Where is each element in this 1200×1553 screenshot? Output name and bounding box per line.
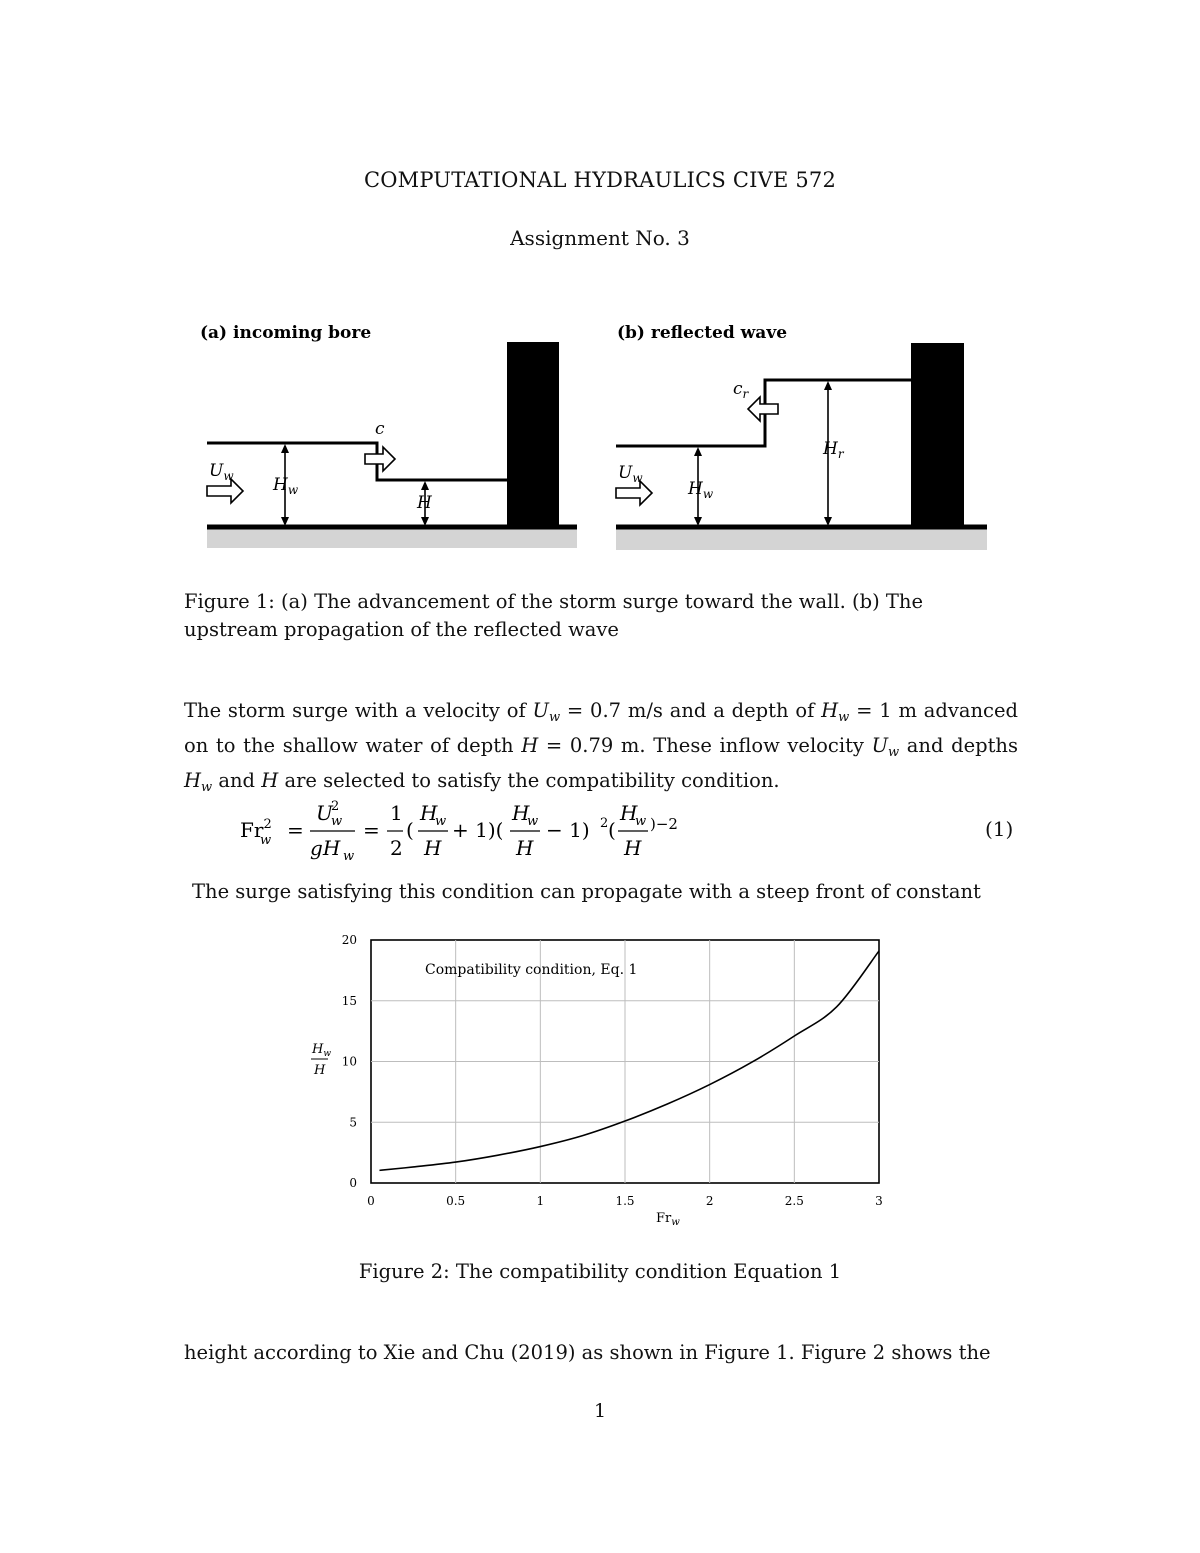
eq-ratio1-num-sub: w: [435, 814, 447, 829]
x-tick-label: 1: [536, 1194, 545, 1208]
eq-equals-1: =: [287, 818, 304, 842]
panel-a-water-surface: [207, 443, 507, 480]
eq-frac1-num-sup: 2: [331, 799, 340, 814]
eq-half-num: 1: [390, 801, 403, 825]
eq-ratio2-num: H: [512, 801, 530, 825]
y-tick-label: 5: [349, 1115, 357, 1130]
x-axis-label: $Fr_w$: [656, 1211, 680, 1228]
body-paragraph-1: The storm surge with a velocity of $U_w = 0.7$ m/s and a depth of $H_w = 1$ m advanced on to the shallow water of depth H = 0.79 m. These inflow velocity $U_w$ and depths $H_w$ and H are selected to satisfy the compatibility condition.: [184, 699, 1019, 795]
y-tick-label: 20: [341, 933, 357, 947]
panel-a-celerity-arrow: [365, 447, 395, 471]
eq-ratio2-den: H: [516, 836, 534, 860]
panel-a-h-label: H: [417, 493, 432, 513]
equation-number: (1): [985, 817, 1014, 841]
figure-2-caption: Figure 2: The compatibility condition Equation 1: [358, 1260, 842, 1283]
panel-a-c-label: c: [375, 419, 385, 439]
panel-a-ground: [207, 528, 577, 548]
eq-equals-2: =: [363, 818, 380, 842]
eq-frac1-den: gH: [310, 836, 341, 860]
assignment-subtitle: Assignment No. 3: [510, 226, 690, 250]
x-tick-label: 1.5: [615, 1194, 635, 1208]
figure-2-chart: [300, 925, 900, 1235]
x-tick-label: 2: [705, 1194, 714, 1208]
panel-a-wall: [507, 342, 559, 527]
y-tick-label: 15: [341, 993, 357, 1008]
eq-frac1-den-sub: w: [343, 849, 355, 862]
page-title: COMPUTATIONAL HYDRAULICS CIVE 572: [363, 168, 837, 192]
panel-b-hw-arrowhead-top: [694, 447, 702, 456]
panel-b-cr-label: $c_r$: [733, 379, 749, 401]
eq-ratio3-num: H: [620, 801, 638, 825]
body-paragraph-3: height according to Xie and Chu (2019) as shown in Figure 1. Figure 2 shows the: [184, 1341, 991, 1364]
panel-b-label: (b) reflected wave: [617, 323, 788, 343]
panel-b-wall: [911, 343, 964, 527]
panel-b-hr-label: $H_r$: [823, 439, 844, 461]
chart-annotation: Compatibility condition, Eq. 1: [425, 962, 638, 978]
eq-paren-open-1: (: [406, 818, 414, 842]
y-tick-label: 0: [349, 1176, 357, 1190]
eq-half-den: 2: [390, 836, 403, 860]
svg-text:Hw: $H_w$: [312, 1042, 332, 1059]
equation-1: [230, 796, 710, 862]
panel-a-hw-label: $H_w$: [273, 475, 299, 497]
panel-b-hr-arrowhead-top: [824, 381, 832, 390]
eq-ratio1-num: H: [420, 801, 438, 825]
panel-a-h-arrowhead-top: [421, 481, 429, 490]
body-paragraph-2: The surge satisfying this condition can propagate with a steep front of constant: [192, 880, 981, 903]
panel-a-label: (a) incoming bore: [200, 323, 372, 343]
figure-1: [195, 310, 995, 560]
page-number: 1: [593, 1400, 607, 1422]
svg-text:H: H: [314, 1063, 326, 1078]
eq-plus-one: + 1)(: [452, 818, 504, 842]
x-tick-labels: [367, 1194, 883, 1208]
x-tick-label: 0.5: [446, 1194, 466, 1208]
eq-lhs-sub: w: [260, 833, 272, 848]
y-axis-label: [311, 1042, 331, 1078]
eq-ratio1-den: H: [424, 836, 442, 860]
eq-frac1-num-sub: w: [331, 814, 343, 829]
x-tick-label: 0: [367, 1194, 375, 1208]
panel-a-hw-arrowhead-top: [281, 444, 289, 453]
eq-ratio2-num-sub: w: [527, 814, 539, 829]
eq-square: 2: [600, 816, 609, 831]
panel-b-hw-label: $H_w$: [688, 479, 714, 501]
x-tick-label: 2.5: [784, 1194, 804, 1208]
panel-b-reflected-celerity-arrow: [748, 397, 778, 421]
eq-lhs: Fr$^2$: [240, 817, 272, 842]
eq-minus-one: − 1): [546, 818, 590, 842]
eq-ratio3-num-sub: w: [635, 814, 647, 829]
y-tick-label: 10: [341, 1054, 357, 1069]
eq-frac1-num: U: [316, 801, 333, 825]
x-tick-label: 3: [875, 1194, 883, 1208]
panel-a-uw-label: $U_w$: [209, 461, 234, 483]
eq-paren-open-3: (: [608, 818, 616, 842]
panel-b-ground: [616, 528, 987, 550]
figure-1-caption: Figure 1: (a) The advancement of the storm surge toward the wall. (b) The upstream propagation of the reflected wave: [184, 590, 923, 641]
eq-ratio3-den: H: [624, 836, 642, 860]
panel-b-uw-label: $U_w$: [618, 463, 643, 485]
y-tick-labels: [342, 933, 357, 1190]
eq-power-minus-two: )−2: [650, 815, 678, 833]
